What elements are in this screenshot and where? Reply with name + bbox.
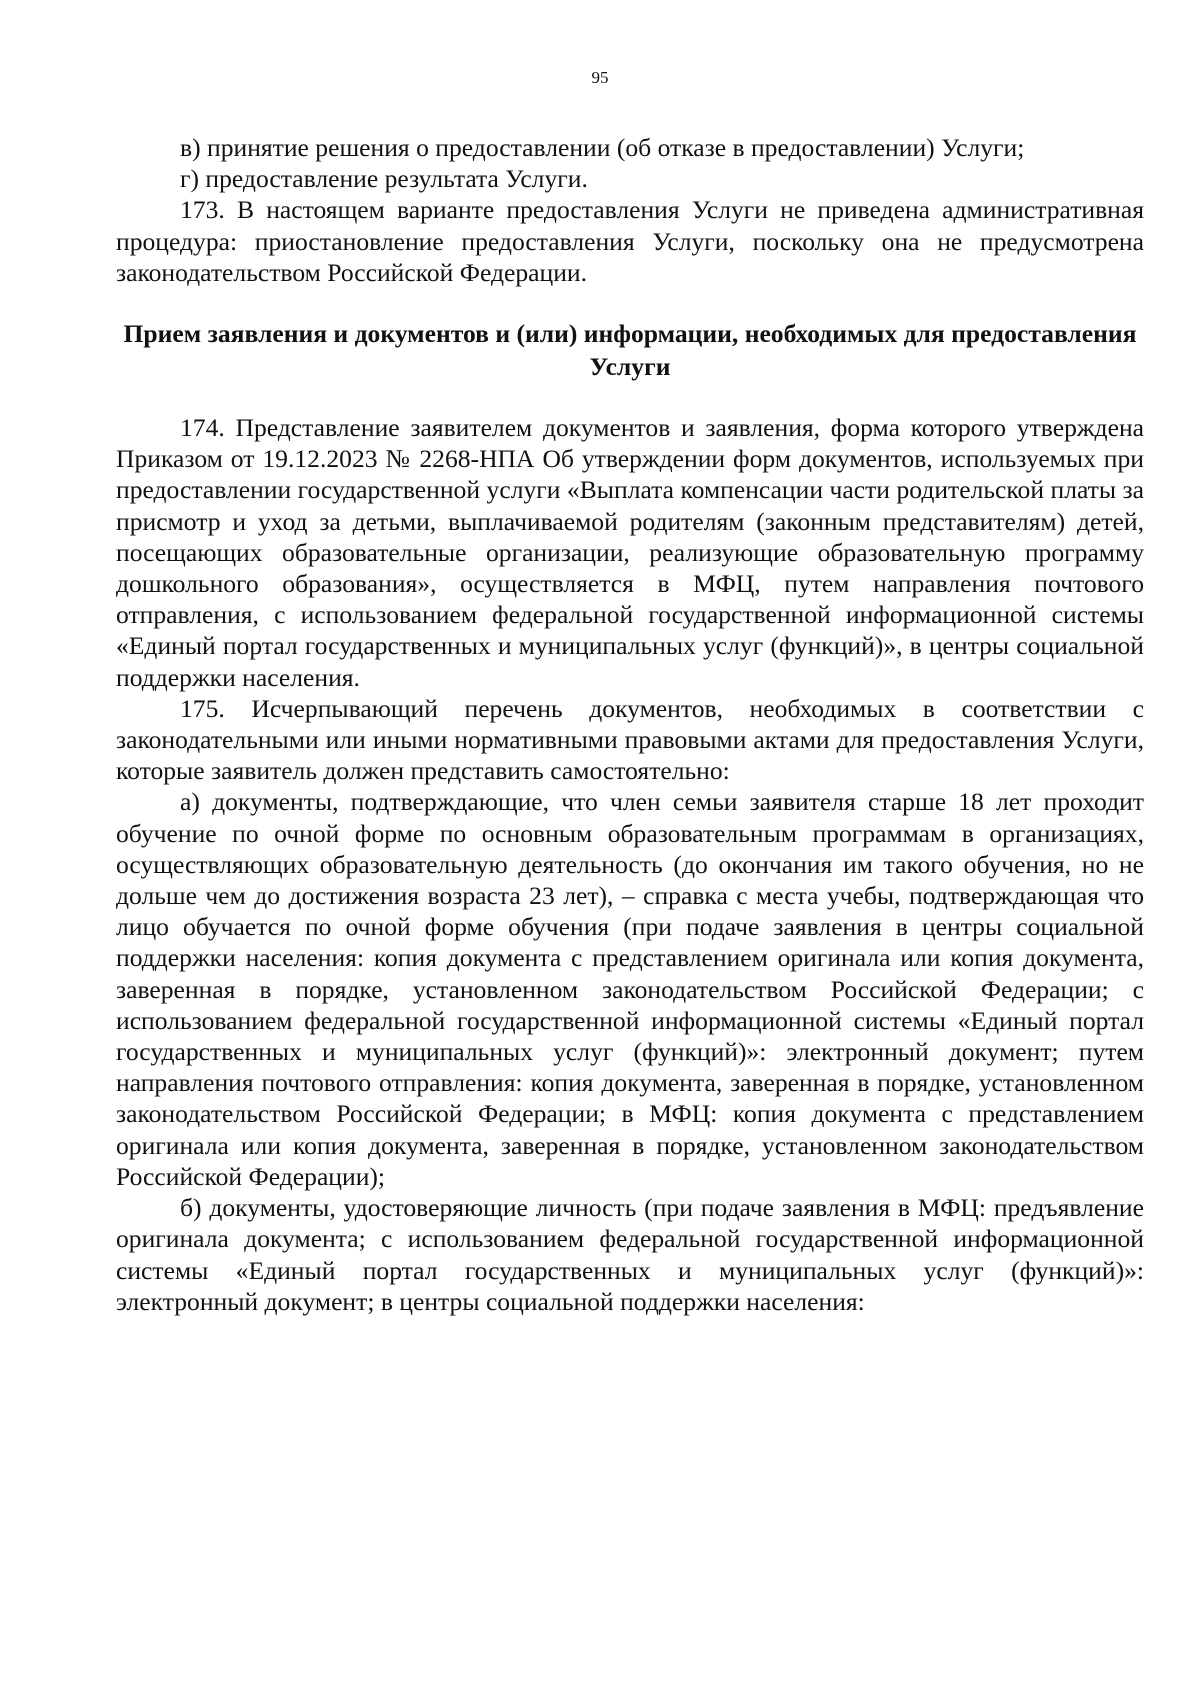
page-number: 95 <box>591 68 609 87</box>
list-item-g: г) предоставление результата Услуги. <box>180 164 588 194</box>
subclause-b: б) документы, удостоверяющие личность (при подаче заявления в МФЦ: предъявление оригинала документа; с использованием федеральной государственной информационной системы «Единый портал государственных и муниципальных услуг (функций)»: электронный документ; в центры социальной поддержки населения: <box>116 1193 1144 1316</box>
document-body <box>116 132 1144 1317</box>
clause-174: 174. Представление заявителем документов и заявления, форма которого утверждена Приказом от 19.12.2023 № 2268-НПА Об утверждении форм документов, используемых при предоставлении государственной услуги «Выплата компенсации части родительской платы за присмотр и уход за детьми, выплачиваемой родителям (законным представителям) детей, посещающих образовательные организации, реализующие образовательную программу дошкольного образования», осуществляется в МФЦ, путем направления почтового отправления, с использованием федеральной государственной информационной системы «Единый портал государственных и муниципальных услуг (функций)», в центры социальной поддержки населения. <box>116 413 1144 692</box>
blank-margin <box>0 1400 1200 1697</box>
clause-175: 175. Исчерпывающий перечень документов, необходимых в соответствии с законодательными или иными нормативными правовыми актами для предоставления Услуги, которые заявитель должен представить самостоятельно: <box>116 693 1144 786</box>
subclause-a: а) документы, подтверждающие, что член семьи заявителя старше 18 лет проходит обучение по очной форме по основным образовательным программам в организациях, осуществляющих образовательную деятельность (до окончания им такого обучения, но не дольше чем до достижения возраста 23 лет), – справка с места учебы, подтверждающая что лицо обучается по очной форме обучения (при подаче заявления в центры социальной поддержки населения: копия документа с представлением оригинала или копия документа, заверенная в порядке, установленном законодательством Российской Федерации; с использованием федеральной государственной информационной системы «Единый портал государственных и муниципальных услуг (функций)»: электронный документ; путем направления почтового отправления: копия документа, заверенная в порядке, установленном законодательством Российской Федерации; в МФЦ: копия документа с представлением оригинала или копия документа, заверенная в порядке, установленном законодательством Российской Федерации); <box>116 787 1144 1191</box>
section-heading: Прием заявления и документов и (или) информации, необходимых для предоставления Услуги <box>123 319 1137 382</box>
clause-173: 173. В настоящем варианте предоставления Услуги не приведена административная процедура: приостановление предоставления Услуги, поскольку она не предусмотрена законодательством Российской Федерации. <box>116 195 1144 287</box>
list-item-v: в) принятие решения о предоставлении (об отказе в предоставлении) Услуги; <box>180 133 1025 162</box>
